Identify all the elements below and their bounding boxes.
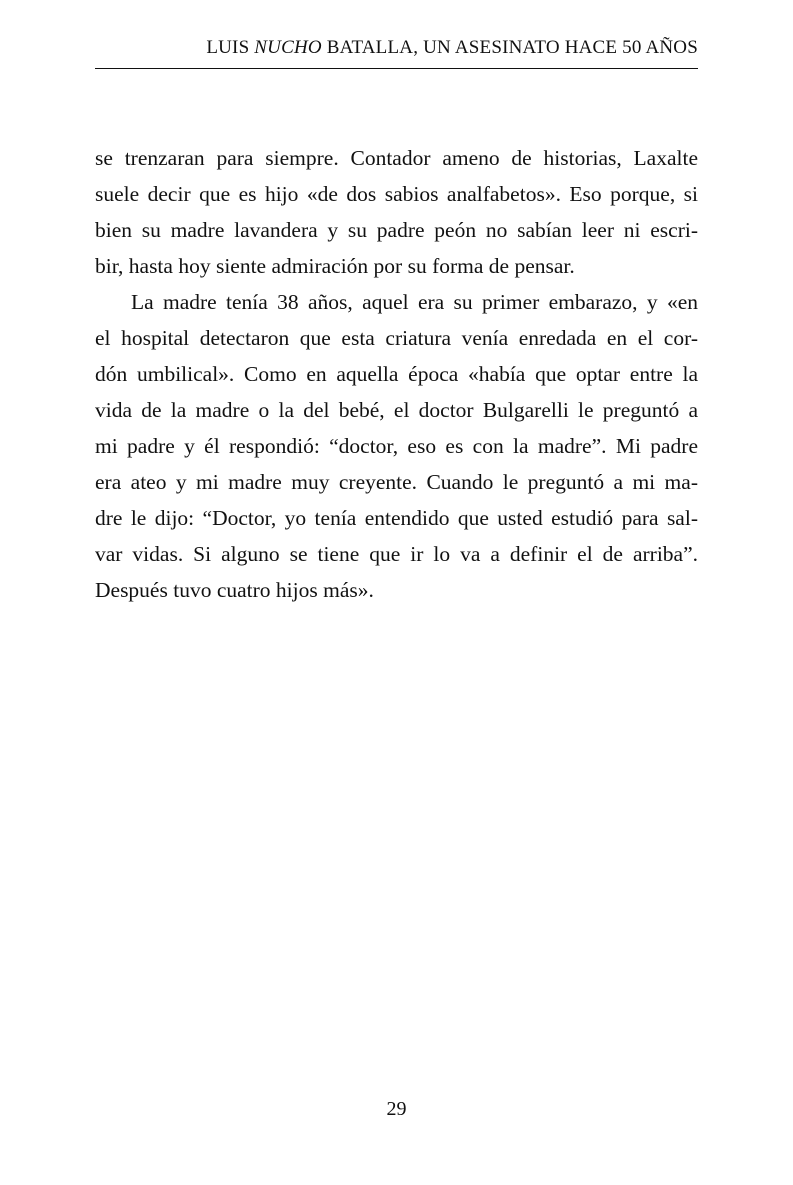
text-line: el hospital detectaron que esta criatura venía enredada en el cor- bbox=[95, 326, 698, 350]
text-line: era ateo y mi madre muy creyente. Cuando le preguntó a mi ma- bbox=[95, 470, 698, 494]
header-title-part2: BATALLA, UN ASESINATO HACE 50 AÑOS bbox=[321, 37, 698, 58]
paragraph bbox=[95, 140, 698, 284]
page-number: 29 bbox=[386, 1098, 407, 1120]
paragraph bbox=[95, 284, 698, 608]
body-text bbox=[95, 140, 698, 608]
text-line: bien su madre lavandera y su padre peón no sabían leer ni escri- bbox=[95, 218, 698, 242]
text-line: mi padre y él respondió: “doctor, eso es con la madre”. Mi padre bbox=[95, 434, 698, 458]
text-line: bir, hasta hoy siente admiración por su forma de pensar. bbox=[95, 254, 575, 278]
text-line: dón umbilical». Como en aquella época «había que optar entre la bbox=[95, 362, 698, 386]
text-line: vida de la madre o la del bebé, el doctor Bulgarelli le preguntó a bbox=[95, 398, 698, 422]
text-line: dre le dijo: “Doctor, yo tenía entendido que usted estudió para sal- bbox=[95, 506, 698, 530]
header-rule bbox=[95, 68, 698, 69]
text-line: se trenzaran para siempre. Contador ameno de historias, Laxalte bbox=[95, 146, 698, 170]
text-line: Después tuvo cuatro hijos más». bbox=[95, 578, 374, 602]
text-line: var vidas. Si alguno se tiene que ir lo va a definir el de arriba”. bbox=[95, 542, 698, 566]
text-line: suele decir que es hijo «de dos sabios analfabetos». Eso porque, si bbox=[95, 182, 698, 206]
text-line: La madre tenía 38 años, aquel era su primer embarazo, y «en bbox=[131, 290, 698, 314]
header-title-part1: LUIS bbox=[206, 37, 255, 58]
running-header bbox=[95, 36, 698, 60]
header-title-italic: NUCHO bbox=[254, 37, 322, 58]
